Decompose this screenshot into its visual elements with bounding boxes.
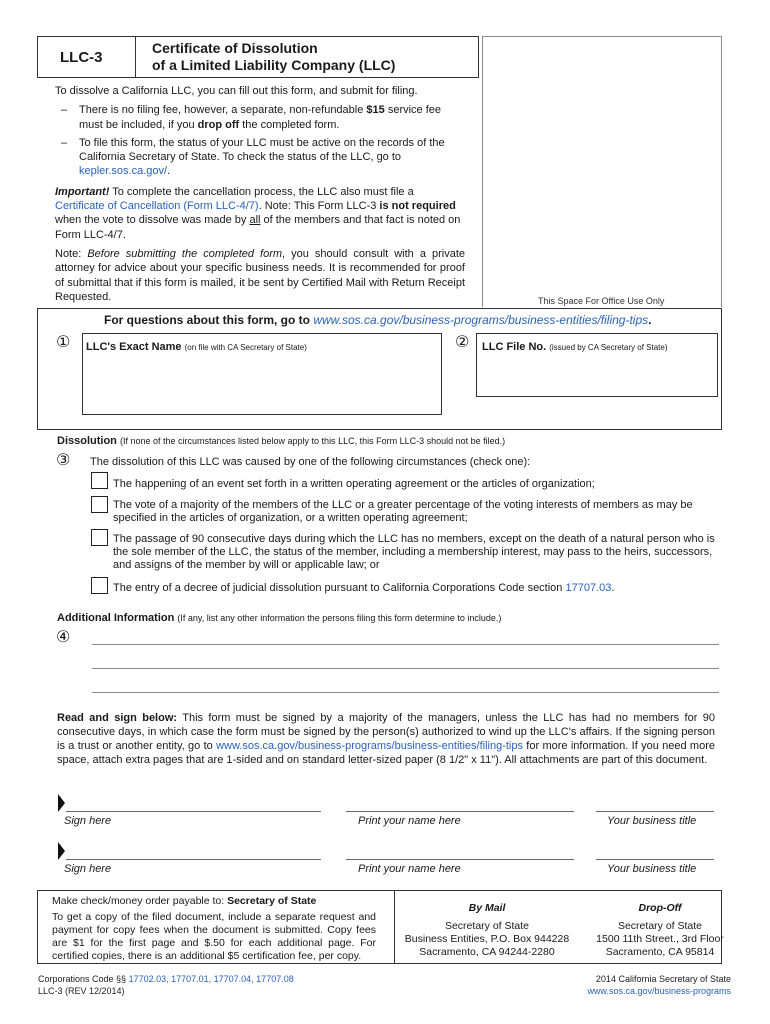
checkbox-no-members[interactable] xyxy=(91,529,108,546)
print-name-label: Print your name here xyxy=(358,815,461,827)
checkbox-decree[interactable] xyxy=(91,577,108,594)
filing-tips-link-2[interactable]: www.sos.ca.gov/business-programs/business-entities/filing-tips xyxy=(216,740,523,752)
print-name-field-1[interactable] xyxy=(346,811,574,812)
form-revision: LLC-3 (REV 12/2014) xyxy=(38,986,125,996)
questions-line: For questions about this form, go to www.sos.ca.gov/business-programs/business-entities/filing-tips. xyxy=(104,313,652,327)
form-title: Certificate of Dissolution of a Limited Liability Company (LLC) xyxy=(152,40,396,73)
drop-off-address: Drop-Off Secretary of State 1500 11th Street., 3rd Floor Sacramento, CA 95814 xyxy=(596,902,724,958)
kepler-link[interactable]: kepler.sos.ca.gov/ xyxy=(79,165,168,178)
option-decree: The entry of a decree of judicial dissolution pursuant to California Corporations Code section 17707.03. xyxy=(113,582,615,594)
bullet-fee: – There is no filing fee, however, a separate, non-refundable $15 service fee must be included, if you drop off the completed form. xyxy=(61,104,442,131)
read-sign-instructions: Read and sign below: This form must be signed by a majority of the managers, unless the LLC has had no members for 90 consecutive days, in which case the form must be signed by the person(s) authorized to wind up the LLC's affairs. If the signing person is a trust or another entity, go to www.sos.ca.gov/business-programs/business-entities/filing-tips for more information. If you need more space, attach extra pages that are 1-sided and on standard letter-sized paper (8 1/2" x 11"). All attachments are part of this document. xyxy=(57,712,715,766)
marker-4: ④ xyxy=(56,627,71,646)
sign-arrow-icon xyxy=(58,794,65,812)
additional-info-heading: Additional Information (If any, list any other information the persons filing this form determine to include.) xyxy=(57,612,502,624)
checkbox-event[interactable] xyxy=(91,472,108,489)
sign-here-label: Sign here xyxy=(64,863,112,875)
option-no-members: The passage of 90 consecutive days during which the LLC has no members, except on the death of a natural person who is the sole member of the LLC, the status of the member, including a membership interest, may pass to the heirs, successors, and assigns of the member by will or applicable law; or xyxy=(113,533,715,571)
cancellation-form-link[interactable]: Certificate of Cancellation (Form LLC-4/7) xyxy=(55,200,259,213)
signature-field-2[interactable] xyxy=(66,859,321,860)
option-vote: The vote of a majority of the members of the LLC or a greater percentage of the voting interests of members as may be specified in the articles of organization, or a written operating agreement; xyxy=(113,499,693,524)
code-17707-03-link[interactable]: 17707.03 xyxy=(565,582,612,594)
dissolution-lead: The dissolution of this LLC was caused by one of the following circumstances (check one): xyxy=(90,456,531,468)
marker-1: ① xyxy=(56,332,71,351)
llc-file-no-label: LLC File No. (issued by CA Secretary of State) xyxy=(482,341,668,353)
form-code: LLC-3 xyxy=(60,49,103,66)
llc-name-label: LLC's Exact Name (on file with CA Secretary of State) xyxy=(86,341,307,353)
sign-arrow-icon xyxy=(58,842,65,860)
sos-website-link[interactable]: www.sos.ca.gov/business-programs xyxy=(587,986,731,996)
business-title-field-1[interactable] xyxy=(596,811,714,812)
office-use-area xyxy=(482,36,722,307)
marker-2: ② xyxy=(455,332,470,351)
dissolution-heading: Dissolution (If none of the circumstances listed below apply to this LLC, this Form LLC-3 should not be filed.) xyxy=(57,435,506,447)
option-event: The happening of an event set forth in a written operating agreement or the articles of organization; xyxy=(113,478,595,490)
business-title-label: Your business title xyxy=(607,863,697,875)
marker-3: ③ xyxy=(56,450,71,469)
corporations-code-links[interactable]: 17702.03, 17707.01, 17707.04, 17707.08 xyxy=(128,974,294,984)
important-note: Important! To complete the cancellation process, the LLC also must file a Certificate of Cancellation (Form LLC-4/7). Note: This Form LLC-3 is not required when the vote to dissolve was made by all of the members and that fact is noted on Form LLC-4/7. xyxy=(55,185,461,241)
additional-info-line-3[interactable] xyxy=(92,692,719,693)
intro-lead: To dissolve a California LLC, you can fill out this form, and submit for filing. xyxy=(55,85,418,97)
instructions xyxy=(55,84,465,309)
footer-left: Corporations Code §§ 17702.03, 17707.01, 17707.04, 17707.08 LLC-3 (REV 12/2014) xyxy=(38,974,294,996)
business-title-field-2[interactable] xyxy=(596,859,714,860)
copyright: 2014 California Secretary of State xyxy=(595,974,731,984)
footer-right xyxy=(560,973,731,997)
sign-here-label: Sign here xyxy=(64,815,112,827)
office-use-label: This Space For Office Use Only xyxy=(538,296,665,306)
business-title-label: Your business title xyxy=(607,815,697,827)
payment-instructions: Make check/money order payable to: Secretary of State To get a copy of the filed document, include a separate request and payment for copy fees when the document is submitted. Copy fees are $1 for the first page and $.50 for each additional page. For certified copies, there is an additional $5 certification fee, per copy. xyxy=(52,895,376,962)
by-mail-address: By Mail Secretary of State Business Entities, P.O. Box 944228 Sacramento, CA 94244-2280 xyxy=(404,902,570,958)
checkbox-vote[interactable] xyxy=(91,496,108,513)
print-name-field-2[interactable] xyxy=(346,859,574,860)
signature-field-1[interactable] xyxy=(66,811,321,812)
filing-tips-link[interactable]: www.sos.ca.gov/business-programs/business-entities/filing-tips xyxy=(313,313,649,327)
additional-info-line-2[interactable] xyxy=(92,668,719,669)
print-name-label: Print your name here xyxy=(358,863,461,875)
attorney-note: Note: Before submitting the completed form, you should consult with a private attorney for advice about your specific business needs. It is recommended for proof of submittal that if this form is mailed, it be sent by Certified Mail with Return Receipt Requested. xyxy=(55,247,465,303)
additional-info-line-1[interactable] xyxy=(92,644,719,645)
bullet-status: – To file this form, the status of your LLC must be active on the records of the California Secretary of State. To check the status of the LLC, go to kepler.sos.ca.gov/. xyxy=(61,136,445,178)
